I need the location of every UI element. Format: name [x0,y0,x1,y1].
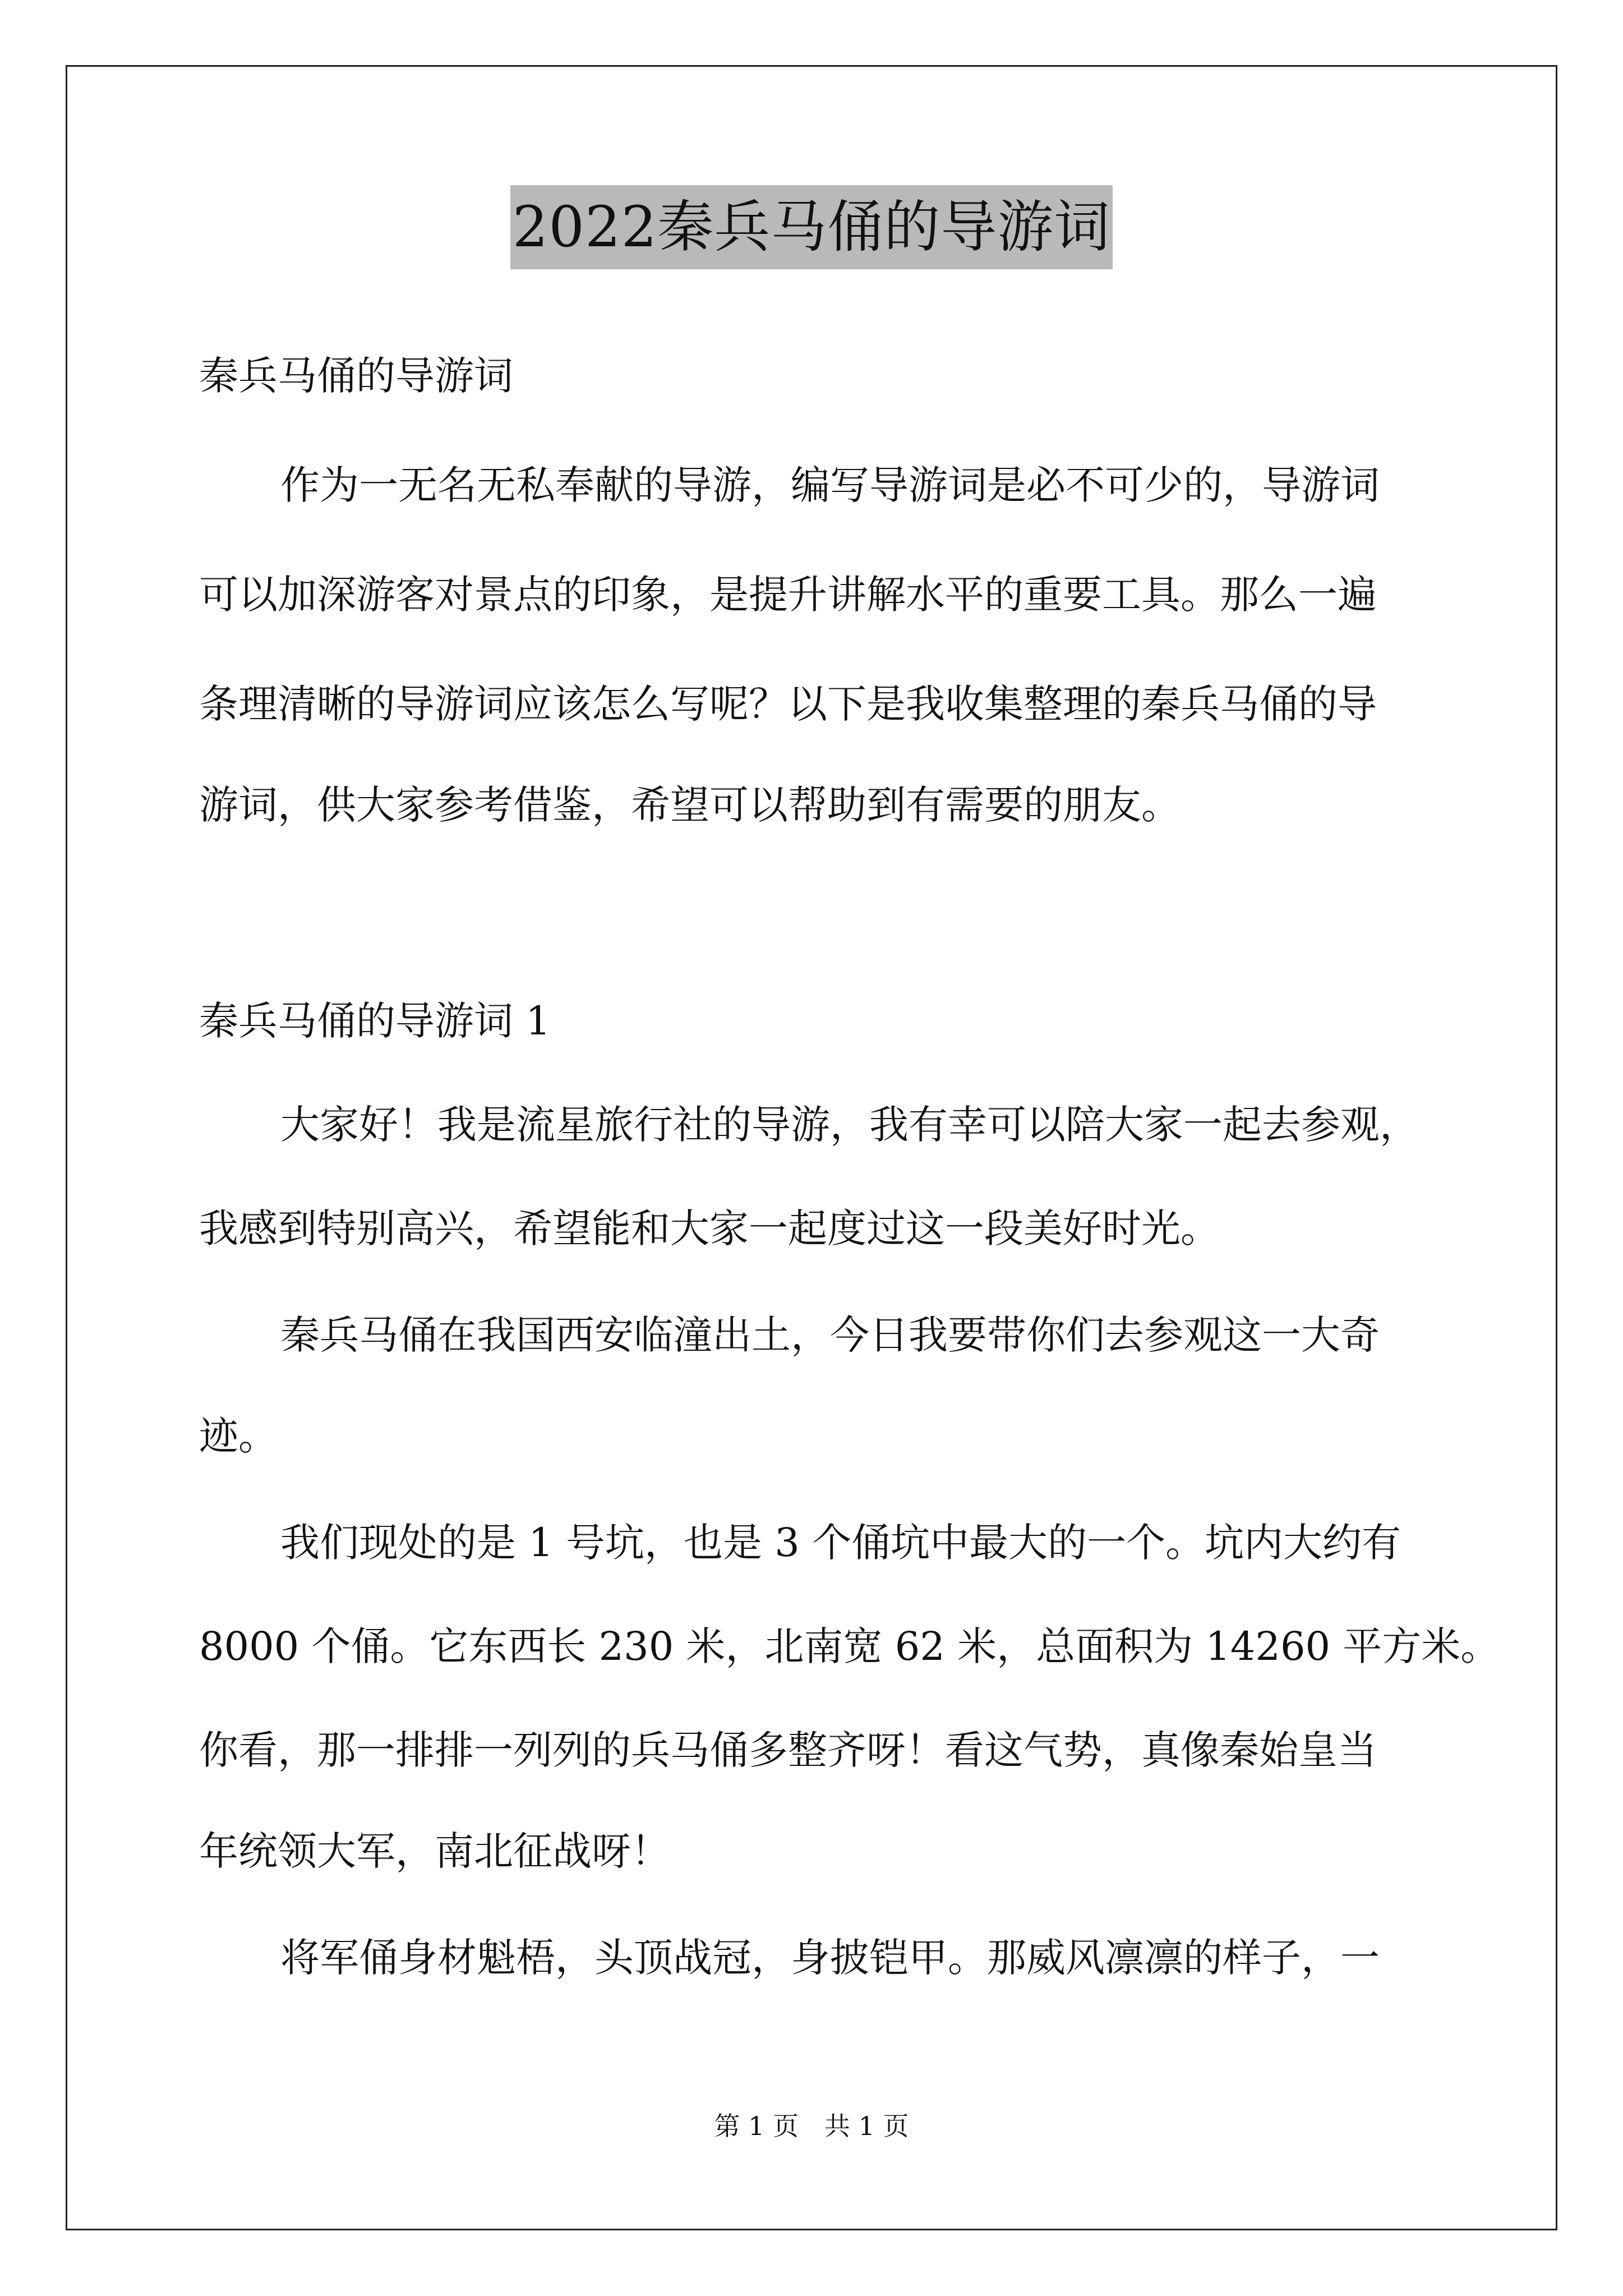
paragraph-line: 你看，那一排排一列列的兵马俑多整齐呀！看这气势，真像秦始皇当 [199,1727,1377,1773]
section-heading: 秦兵马俑的导游词 [199,353,513,399]
paragraph-line: 秦兵马俑在我国西安临潼出土，今日我要带你们去参观这一大奇 [280,1312,1380,1358]
paragraph-line: 游词，供大家参考借鉴，希望可以帮助到有需要的朋友。 [199,782,1181,828]
paragraph-line: 我感到特别高兴，希望能和大家一起度过这一段美好时光。 [199,1205,1220,1251]
paragraph-line: 大家好！我是流星旅行社的导游，我有幸可以陪大家一起去参观， [280,1102,1419,1148]
paragraph-line: 可以加深游客对景点的印象，是提升讲解水平的重要工具。那么一遍 [199,572,1377,618]
document-title: 2022秦兵马俑的导游词 [510,185,1113,269]
paragraph-line: 将军俑身材魁梧，头顶战冠，身披铠甲。那威风凛凛的样子，一 [280,1935,1380,1981]
title-container [0,185,1623,269]
page-footer: 第 1 页 共 1 页 [714,2111,909,2141]
paragraph-line: 条理清晰的导游词应该怎么写呢？以下是我收集整理的秦兵马俑的导 [199,681,1377,727]
section-heading: 秦兵马俑的导游词 1 [199,998,551,1044]
paragraph-line: 作为一无名无私奉献的导游，编写导游词是必不可少的，导游词 [280,462,1380,508]
paragraph-line: 迹。 [199,1413,278,1459]
paragraph-line: 年统领大军，南北征战呀！ [199,1828,670,1874]
paragraph-line: 我们现处的是 1 号坑，也是 3 个俑坑中最大的一个。坑内大约有 [280,1520,1401,1566]
paragraph-line: 8000 个俑。它东西长 230 米，北南宽 62 米，总面积为 14260 平方米。 [199,1623,1500,1669]
